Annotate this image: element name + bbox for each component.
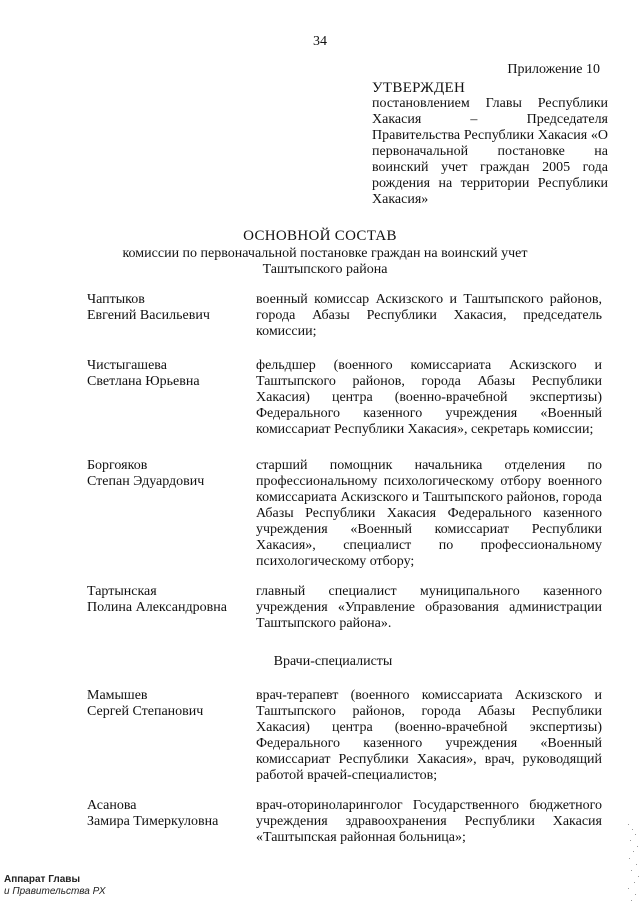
member-name — [87, 292, 247, 324]
member-role: военный комиссар Аскизского и Таштыпского районов, города Абазы Республики Хакасия, председатель комиссии; — [256, 292, 602, 339]
page-number: 34 — [313, 34, 327, 49]
member-given-name: Полина Александровна — [87, 600, 227, 615]
appendix-label: Приложение 10 — [507, 62, 600, 77]
member-role: главный специалист муниципального казенного учреждения «Управление образования администрации Таштыпского района». — [256, 584, 602, 631]
member-surname: Тартынская — [87, 584, 157, 599]
member-role: фельдшер (военного комиссариата Аскизского и Таштыпского районов, города Абазы Республики Хакасия) центра (военно-врачебной экспертизы) Федерального казенного учреждения «Военный комиссариат Республики Хакасия», секретарь комиссии; — [256, 358, 602, 437]
member-given-name: Сергей Степанович — [87, 704, 204, 719]
member-name — [87, 358, 247, 390]
member-name — [87, 798, 247, 830]
document-title: ОСНОВНОЙ СОСТАВ — [243, 228, 397, 244]
member-given-name: Степан Эдуардович — [87, 474, 205, 489]
approval-text: постановлением Главы Республики Хакасия – Председателя Правительства Республики Хакасия «О первоначальной постановке на воинский учет граждан 2005 года рождения на территории Республики Хакасия» — [372, 96, 608, 207]
member-surname: Боргояков — [87, 458, 148, 473]
member-surname: Мамышев — [87, 688, 148, 703]
member-role: врач-оториноларинголог Государственного бюджетного учреждения здравоохранения Республики Хакасия «Таштыпская районная больница»; — [256, 798, 602, 845]
member-name — [87, 458, 247, 490]
member-role: старший помощник начальника отделения по профессиональному психологическому отбору военного комиссариата Аскизского и Таштыпского районов, города Абазы Республики Хакасия Федерального казенного учреждения «Военный комиссариат Республики Хакасия», специалист по профессиональному психологическому отбору; — [256, 458, 602, 569]
member-given-name: Замира Тимеркуловна — [87, 814, 219, 829]
member-role: врач-терапевт (военного комиссариата Аскизского и Таштыпского районов, города Абазы Республики Хакасия) центра (военно-врачебной экспертизы) Федерального казенного учреждения «Военный комиссариат Республики Хакасия», врач, руководящий работой врачей-специалистов; — [256, 688, 602, 783]
stamp-line-1: Аппарат Главы — [4, 874, 80, 885]
member-name — [87, 584, 247, 616]
member-surname: Чистыгашева — [87, 358, 167, 373]
approval-heading: УТВЕРЖДЕН — [372, 80, 466, 96]
document-subtitle — [100, 246, 550, 278]
member-given-name: Евгений Васильевич — [87, 308, 210, 323]
scan-noise — [626, 820, 640, 905]
member-surname: Асанова — [87, 798, 137, 813]
office-stamp — [4, 874, 106, 898]
member-name — [87, 688, 247, 720]
member-surname: Чаптыков — [87, 292, 145, 307]
stamp-line-2: и Правительства РХ — [4, 886, 106, 897]
approval-block — [372, 80, 608, 208]
subtitle-line-1: комиссии по первоначальной постановке граждан на воинский учет — [122, 246, 528, 261]
section-heading: Врачи-специалисты — [273, 654, 393, 669]
subtitle-line-2: Таштыпского района — [262, 262, 388, 277]
member-given-name: Светлана Юрьевна — [87, 374, 200, 389]
